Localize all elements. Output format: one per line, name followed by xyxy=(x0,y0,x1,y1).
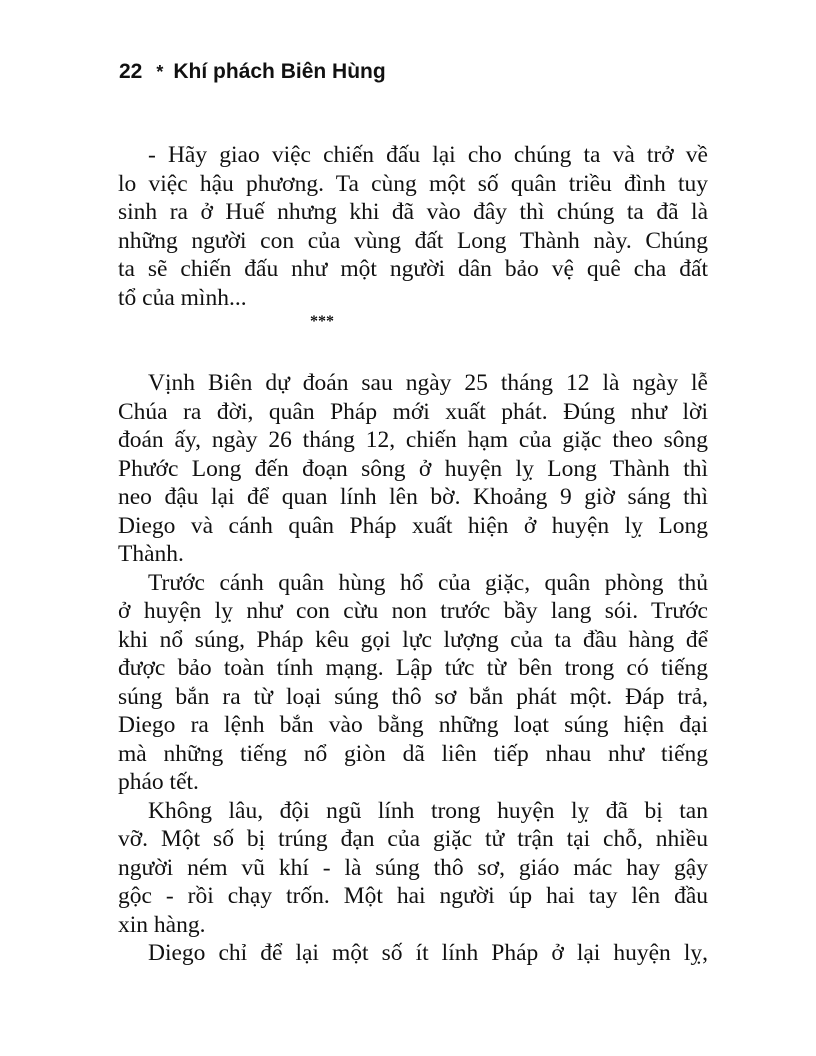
text-line: Không lâu, đội ngũ lính trong huyện lỵ đã bị tan xyxy=(148,797,708,824)
section-break: *** xyxy=(310,313,334,330)
text-line: Vịnh Biên dự đoán sau ngày 25 tháng 12 là ngày lễ xyxy=(148,370,708,396)
text-line: pháo tết. xyxy=(118,769,199,795)
text-line: Trước cánh quân hùng hổ của giặc, quân phòng thủ xyxy=(148,569,708,596)
text-line: Chúa ra đời, quân Pháp mới xuất phát. Đúng như lời xyxy=(118,398,708,425)
page-number: 22 xyxy=(119,60,143,83)
running-header xyxy=(119,60,386,84)
text-line: ta sẽ chiến đấu như một người dân bảo vệ quê cha đất xyxy=(118,256,708,282)
text-line: - Hãy giao việc chiến đấu lại cho chúng ta và trở về xyxy=(148,142,708,168)
text-line: Phước Long đến đoạn sông ở huyện lỵ Long Thành thì xyxy=(118,455,708,482)
body-text-after-break xyxy=(118,369,708,968)
text-line: Thành. xyxy=(118,541,184,567)
asterisk-separator: * xyxy=(156,62,164,82)
text-line: Diego chỉ để lại một số ít lính Pháp ở lại huyện lỵ, xyxy=(148,940,708,966)
text-line: được bảo toàn tính mạng. Lập tức từ bên trong có tiếng xyxy=(118,655,708,681)
text-line: sinh ra ở Huế nhưng khi đã vào đây thì chúng ta đã là xyxy=(118,199,708,225)
text-line: lo việc hậu phương. Ta cùng một số quân triều đình tuy xyxy=(118,170,708,197)
text-line: súng bắn ra từ loại súng thô sơ bắn phát một. Đáp trả, xyxy=(118,683,708,710)
body-text-before-break xyxy=(118,141,708,312)
text-line: tổ của mình... xyxy=(118,284,247,311)
text-line: người ném vũ khí - là súng thô sơ, giáo mác hay gậy xyxy=(118,854,708,881)
text-line: neo đậu lại để quan lính lên bờ. Khoảng 9 giờ sáng thì xyxy=(118,484,708,510)
text-line: Diego ra lệnh bắn vào bằng những loạt súng hiện đại xyxy=(118,712,708,738)
text-line: khi nổ súng, Pháp kêu gọi lực lượng của ta đầu hàng để xyxy=(118,626,708,653)
text-line: gộc - rồi chạy trốn. Một hai người úp hai tay lên đầu xyxy=(118,883,708,909)
text-line: Diego và cánh quân Pháp xuất hiện ở huyện lỵ Long xyxy=(118,512,708,539)
text-line: mà những tiếng nổ giòn dã liên tiếp nhau như tiếng xyxy=(118,740,708,767)
text-line: vỡ. Một số bị trúng đạn của giặc tử trận tại chỗ, nhiều xyxy=(118,826,708,852)
text-line: ở huyện lỵ như con cừu non trước bầy lang sói. Trước xyxy=(118,598,708,624)
text-line: đoán ấy, ngày 26 tháng 12, chiến hạm của giặc theo sông xyxy=(118,427,708,453)
book-title: Khí phách Biên Hùng xyxy=(173,60,386,83)
text-line: những người con của vùng đất Long Thành này. Chúng xyxy=(118,227,708,254)
text-line: xin hàng. xyxy=(118,911,206,938)
